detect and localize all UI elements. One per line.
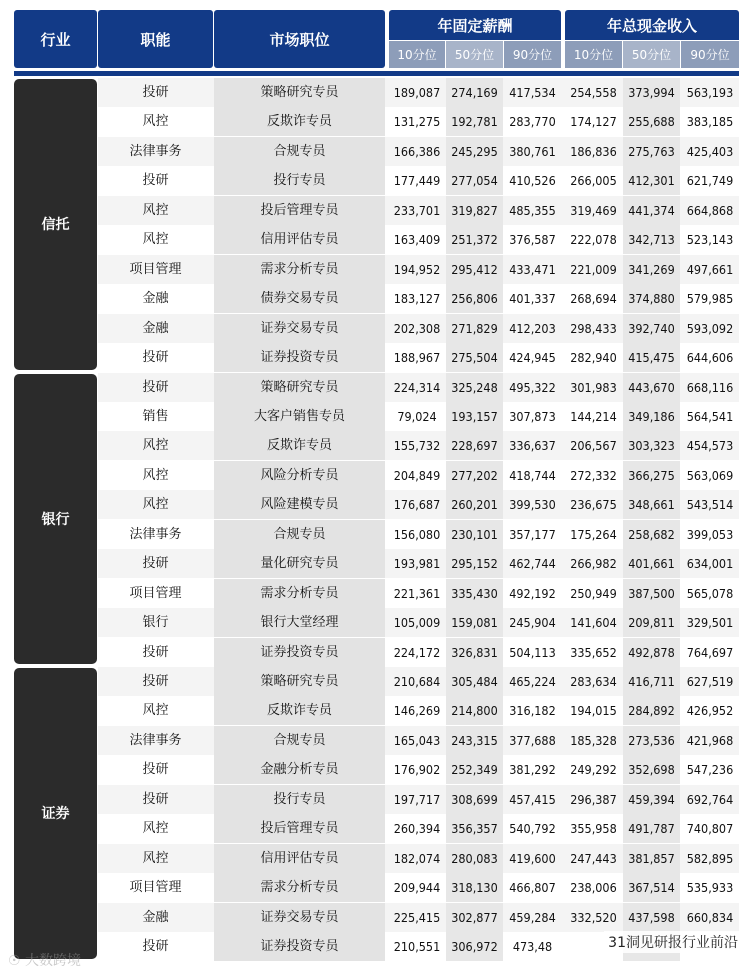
function-cell: 风控: [142, 850, 169, 866]
value-cell: 255,688: [628, 114, 675, 130]
value-cell: 295,152: [451, 556, 498, 572]
value-cell: 176,902: [393, 762, 441, 778]
value-cell: 307,873: [509, 408, 556, 424]
position-cell: 反欺诈专员: [266, 438, 332, 454]
value-cell: 176,687: [393, 497, 441, 513]
value-cell: 485,355: [509, 202, 556, 218]
position-cell: 策略研究专员: [260, 379, 339, 395]
function-cell: 项目管理: [129, 585, 182, 601]
value-cell: 433,471: [509, 261, 556, 277]
value-cell: 296,387: [570, 791, 617, 807]
function-cell: 金融: [142, 291, 169, 307]
value-cell: 243,315: [451, 732, 498, 748]
position-cell: 风险分析专员: [260, 467, 339, 483]
value-cell: 462,744: [509, 556, 556, 572]
header-total-p90: 90分位: [681, 41, 739, 68]
position-cell: 需求分析专员: [260, 585, 339, 601]
value-cell: 194,952: [393, 261, 441, 277]
function-cell: 销售: [142, 408, 169, 424]
value-cell: 159,081: [451, 615, 498, 631]
position-cell: 证券交易专员: [260, 909, 339, 925]
value-cell: 228,697: [451, 438, 498, 454]
value-cell: 260,394: [393, 821, 441, 837]
position-cell: 大客户销售专员: [253, 408, 345, 424]
header-fixed-p90: 90分位: [504, 41, 561, 68]
value-cell: 366,275: [628, 467, 675, 483]
value-cell: 252,349: [451, 762, 498, 778]
value-cell: 236,675: [570, 497, 617, 513]
position-cell: 证券投资专员: [260, 644, 339, 660]
header-fixed-p10: 10分位: [389, 41, 445, 68]
value-cell: 547,236: [686, 762, 734, 778]
watermark-right: [604, 931, 742, 953]
value-cell: 425,403: [686, 143, 734, 159]
position-cell: 投行专员: [273, 791, 326, 807]
watermark-left-text: 大数跨境: [25, 953, 82, 969]
value-cell: 660,834: [686, 909, 734, 925]
function-cell: 投研: [142, 939, 169, 955]
value-cell: 233,701: [393, 202, 441, 218]
position-cell: 金融分析专员: [260, 762, 339, 778]
value-cell: 387,500: [628, 585, 675, 601]
function-cell: 风控: [142, 438, 169, 454]
position-cell: 反欺诈专员: [266, 114, 332, 130]
value-cell: 202,308: [393, 320, 441, 336]
value-cell: 295,412: [451, 261, 498, 277]
value-cell: 79,024: [397, 408, 437, 424]
function-cell: 风控: [142, 703, 169, 719]
value-cell: 377,688: [509, 732, 556, 748]
position-cell: 合规专员: [273, 143, 326, 159]
position-cell: 证券投资专员: [260, 350, 339, 366]
position-cell: 需求分析专员: [260, 880, 339, 896]
value-cell: 412,203: [509, 320, 556, 336]
value-cell: 277,202: [451, 467, 498, 483]
value-cell: 348,661: [628, 497, 675, 513]
value-cell: 418,744: [509, 467, 556, 483]
value-cell: 543,514: [686, 497, 734, 513]
value-cell: 175,264: [570, 526, 617, 542]
value-cell: 272,332: [570, 467, 617, 483]
value-cell: 249,292: [570, 762, 617, 778]
function-cell: 投研: [142, 379, 169, 395]
function-cell: 投研: [142, 350, 169, 366]
function-cell: 投研: [142, 173, 169, 189]
value-cell: 193,157: [451, 408, 498, 424]
header-position: 市场职位: [214, 10, 385, 68]
value-cell: 410,526: [509, 173, 556, 189]
value-cell: 634,001: [686, 556, 734, 572]
function-cell: 风控: [142, 467, 169, 483]
value-cell: 627,519: [686, 674, 734, 689]
header-industry: 行业: [14, 10, 97, 68]
value-cell: 319,469: [570, 202, 617, 218]
value-cell: 692,764: [686, 791, 734, 807]
value-cell: 245,904: [509, 615, 556, 631]
value-cell: 668,116: [686, 379, 734, 395]
value-cell: 341,269: [628, 261, 675, 277]
value-cell: 336,637: [509, 438, 556, 454]
value-cell: 163,409: [393, 232, 441, 248]
value-cell: 225,415: [393, 909, 441, 925]
value-cell: 417,534: [509, 85, 556, 100]
value-cell: 621,749: [686, 173, 734, 189]
value-cell: 105,009: [393, 615, 441, 631]
value-cell: 182,074: [393, 850, 441, 866]
position-cell: 投行专员: [273, 173, 326, 189]
function-cell: 法律事务: [129, 526, 182, 542]
value-cell: 392,740: [628, 320, 675, 336]
value-cell: 268,694: [570, 291, 617, 307]
function-cell: 风控: [142, 114, 169, 130]
value-cell: 465,224: [509, 674, 556, 689]
value-cell: 238,006: [570, 880, 617, 896]
function-cell: 项目管理: [129, 261, 182, 277]
value-cell: 258,682: [628, 526, 675, 542]
value-cell: 492,192: [509, 585, 556, 601]
value-cell: 209,944: [393, 880, 441, 896]
watermark-left: [8, 950, 81, 970]
value-cell: 564,541: [686, 408, 734, 424]
position-cell: 策略研究专员: [260, 85, 339, 100]
value-cell: 277,054: [451, 173, 498, 189]
value-cell: 306,972: [451, 939, 498, 955]
function-cell: 投研: [142, 791, 169, 807]
value-cell: 284,892: [628, 703, 675, 719]
header-function: 职能: [98, 10, 213, 68]
value-cell: 283,770: [509, 114, 556, 130]
position-cell: 量化研究专员: [260, 556, 339, 572]
value-cell: 308,699: [451, 791, 498, 807]
value-cell: 177,449: [393, 173, 441, 189]
position-cell: 投后管理专员: [260, 202, 339, 218]
value-cell: 185,328: [570, 732, 617, 748]
value-cell: 342,713: [628, 232, 675, 248]
value-cell: 326,831: [451, 644, 498, 660]
value-cell: 443,670: [628, 379, 675, 395]
value-cell: 250,949: [570, 585, 617, 601]
value-cell: 245,295: [451, 143, 498, 159]
value-cell: 224,172: [393, 644, 441, 660]
header-divider: [14, 71, 739, 76]
value-cell: 349,186: [628, 408, 675, 424]
function-cell: 法律事务: [129, 732, 182, 748]
value-cell: 401,337: [509, 291, 556, 307]
value-cell: 357,177: [509, 526, 556, 542]
value-cell: 183,127: [393, 291, 441, 307]
function-cell: 法律事务: [129, 143, 182, 159]
value-cell: 381,857: [628, 850, 675, 866]
value-cell: 204,849: [393, 467, 441, 483]
value-cell: 266,982: [570, 556, 617, 572]
function-cell: 金融: [142, 909, 169, 925]
value-cell: 437,598: [628, 909, 675, 925]
value-cell: 194,015: [570, 703, 617, 719]
value-cell: 221,009: [570, 261, 617, 277]
value-cell: 222,078: [570, 232, 617, 248]
value-cell: 664,868: [686, 202, 734, 218]
value-cell: 381,292: [509, 762, 556, 778]
value-cell: 335,430: [451, 585, 498, 601]
position-cell: 债券交易专员: [260, 291, 339, 307]
value-cell: 335,652: [570, 644, 617, 660]
value-cell: 399,053: [686, 526, 734, 542]
value-cell: 166,386: [393, 143, 441, 159]
value-cell: 356,357: [451, 821, 498, 837]
value-cell: 224,314: [393, 379, 441, 395]
industry-cell: 银行: [14, 374, 97, 665]
header-total-p10: 10分位: [565, 41, 622, 68]
value-cell: 275,763: [628, 143, 675, 159]
value-cell: 302,877: [451, 909, 498, 925]
value-cell: 282,940: [570, 350, 617, 366]
value-cell: 156,080: [393, 526, 441, 542]
value-cell: 454,573: [686, 438, 734, 454]
position-cell: 策略研究专员: [260, 674, 339, 689]
value-cell: 280,083: [451, 850, 498, 866]
value-cell: 459,284: [509, 909, 556, 925]
position-cell: 信用评估专员: [260, 850, 339, 866]
header-total-cash: 年总现金收入: [565, 10, 739, 40]
value-cell: 495,322: [509, 379, 556, 395]
value-cell: 565,078: [686, 585, 734, 601]
value-cell: 283,634: [570, 674, 617, 689]
function-cell: 风控: [142, 232, 169, 248]
value-cell: 230,101: [451, 526, 498, 542]
value-cell: 740,807: [686, 821, 734, 837]
position-cell: 合规专员: [273, 526, 326, 542]
header-fixed-salary: 年固定薪酬: [389, 10, 561, 40]
header-fixed-p50: 50分位: [446, 41, 503, 68]
position-cell: 需求分析专员: [260, 261, 339, 277]
value-cell: 325,248: [451, 379, 498, 395]
watermark-right-text: 洞见研报行业前沿: [626, 935, 738, 951]
value-cell: 192,781: [451, 114, 498, 130]
function-cell: 风控: [142, 821, 169, 837]
position-cell: 合规专员: [273, 732, 326, 748]
function-cell: 投研: [142, 556, 169, 572]
value-cell: 399,530: [509, 497, 556, 513]
value-cell: 352,698: [628, 762, 675, 778]
value-cell: 473,48: [512, 939, 553, 955]
value-cell: 401,661: [628, 556, 675, 572]
watermark-logo-icon: ☉: [8, 953, 21, 969]
value-cell: 459,394: [628, 791, 675, 807]
function-cell: 风控: [142, 202, 169, 218]
value-cell: 764,697: [686, 644, 734, 660]
value-cell: 256,806: [451, 291, 498, 307]
function-cell: 金融: [142, 320, 169, 336]
value-cell: 497,661: [686, 261, 734, 277]
value-cell: 563,193: [686, 85, 734, 100]
position-cell: 信用评估专员: [260, 232, 339, 248]
value-cell: 644,606: [686, 350, 734, 366]
position-cell: 银行大堂经理: [260, 615, 339, 631]
value-cell: 141,604: [570, 615, 617, 631]
value-cell: 186,836: [570, 143, 617, 159]
value-cell: 274,169: [451, 85, 498, 100]
value-cell: 421,968: [686, 732, 734, 748]
position-cell: 证券交易专员: [260, 320, 339, 336]
value-cell: 189,087: [393, 85, 441, 100]
value-cell: 305,484: [451, 674, 498, 689]
value-cell: 523,143: [686, 232, 734, 248]
value-cell: 303,323: [628, 438, 675, 454]
value-cell: 318,130: [451, 880, 498, 896]
value-cell: 316,182: [509, 703, 556, 719]
function-cell: 项目管理: [129, 880, 182, 896]
value-cell: 251,372: [451, 232, 498, 248]
value-cell: 298,433: [570, 320, 617, 336]
watermark-right-prefix: 31: [608, 935, 626, 951]
value-cell: 374,880: [628, 291, 675, 307]
industry-cell: 信托: [14, 79, 97, 370]
function-cell: 投研: [142, 85, 169, 100]
value-cell: 273,536: [628, 732, 675, 748]
value-cell: 206,567: [570, 438, 617, 454]
value-cell: 332,520: [570, 909, 617, 925]
value-cell: 492,878: [628, 644, 675, 660]
function-cell: 银行: [142, 615, 169, 631]
value-cell: 144,214: [570, 408, 617, 424]
value-cell: 457,415: [509, 791, 556, 807]
value-cell: 419,600: [509, 850, 556, 866]
value-cell: 214,800: [451, 703, 498, 719]
value-cell: 193,981: [393, 556, 441, 572]
value-cell: 209,811: [628, 615, 675, 631]
position-cell: 反欺诈专员: [266, 703, 332, 719]
function-cell: 风控: [142, 497, 169, 513]
value-cell: 380,761: [509, 143, 556, 159]
value-cell: 266,005: [570, 173, 617, 189]
value-cell: 415,475: [628, 350, 675, 366]
value-cell: 221,361: [393, 585, 441, 601]
value-cell: 504,113: [509, 644, 556, 660]
function-cell: 投研: [142, 644, 169, 660]
value-cell: 174,127: [570, 114, 617, 130]
value-cell: 376,587: [509, 232, 556, 248]
value-cell: 260,201: [451, 497, 498, 513]
value-cell: 188,967: [393, 350, 441, 366]
value-cell: 373,994: [628, 85, 675, 100]
header-total-p50: 50分位: [623, 41, 680, 68]
value-cell: 131,275: [393, 114, 441, 130]
function-cell: 投研: [142, 762, 169, 778]
value-cell: 165,043: [393, 732, 441, 748]
value-cell: 412,301: [628, 173, 675, 189]
value-cell: 275,504: [451, 350, 498, 366]
value-cell: 383,185: [686, 114, 734, 130]
value-cell: 254,558: [570, 85, 617, 100]
value-cell: 582,895: [686, 850, 734, 866]
value-cell: 424,945: [509, 350, 556, 366]
function-cell: 投研: [142, 674, 169, 689]
value-cell: 319,827: [451, 202, 498, 218]
value-cell: 441,374: [628, 202, 675, 218]
value-cell: 329,501: [686, 615, 734, 631]
value-cell: 416,711: [628, 674, 675, 689]
value-cell: 593,092: [686, 320, 734, 336]
value-cell: 146,269: [393, 703, 441, 719]
value-cell: 535,933: [686, 880, 734, 896]
value-cell: 210,684: [393, 674, 441, 689]
value-cell: 247,443: [570, 850, 617, 866]
value-cell: 355,958: [570, 821, 617, 837]
value-cell: 197,717: [393, 791, 441, 807]
value-cell: 367,514: [628, 880, 675, 896]
value-cell: 301,983: [570, 379, 617, 395]
value-cell: 210,551: [393, 939, 441, 955]
value-cell: 155,732: [393, 438, 441, 454]
position-cell: 证券投资专员: [260, 939, 339, 955]
value-cell: 540,792: [509, 821, 556, 837]
value-cell: 271,829: [451, 320, 498, 336]
value-cell: 426,952: [686, 703, 734, 719]
position-cell: 投后管理专员: [260, 821, 339, 837]
position-cell: 风险建模专员: [260, 497, 339, 513]
value-cell: 563,069: [686, 467, 734, 483]
value-cell: 579,985: [686, 291, 734, 307]
value-cell: 466,807: [509, 880, 556, 896]
industry-cell: 证券: [14, 668, 97, 959]
value-cell: 491,787: [628, 821, 675, 837]
